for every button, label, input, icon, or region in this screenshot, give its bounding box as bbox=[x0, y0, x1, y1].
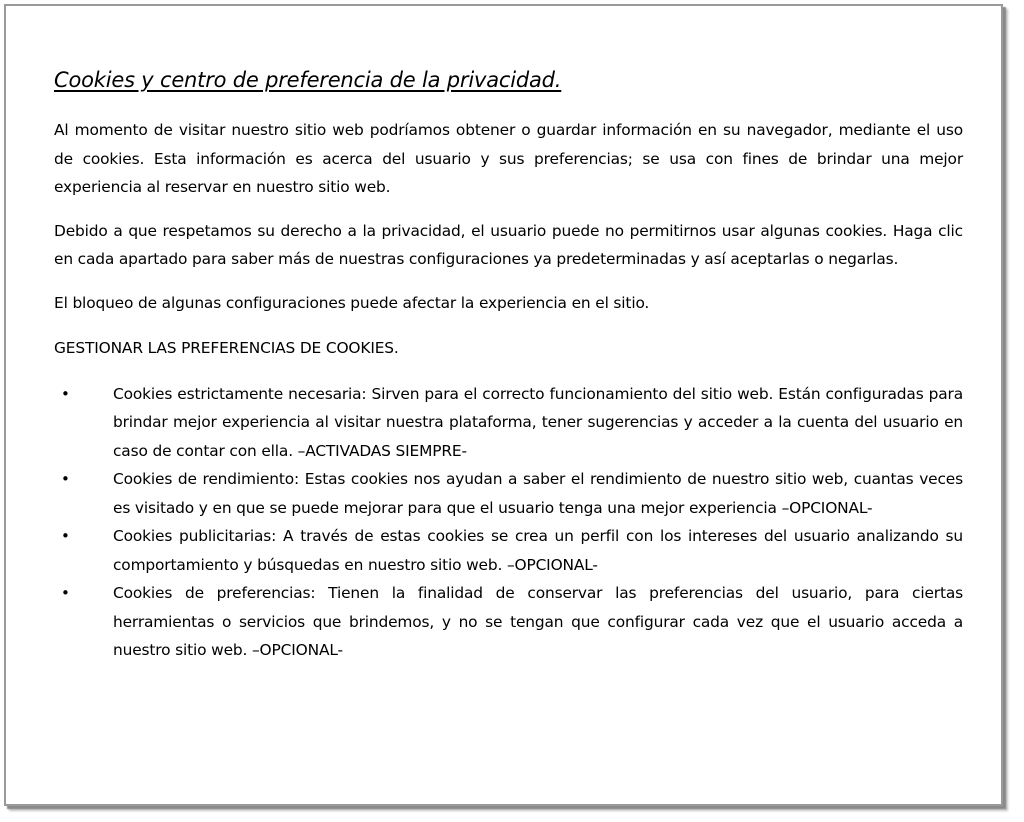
cookie-categories-list bbox=[54, 380, 963, 665]
bullet-icon: • bbox=[61, 527, 70, 545]
privacy-paragraph: Debido a que respetamos su derecho a la privacidad, el usuario puede no permitirnos usar algunas cookies. Haga clic en cada apartado para saber más de nuestras configuraciones ya predeterminadas y así aceptarlas o negarlas. bbox=[54, 221, 963, 268]
document-content bbox=[54, 66, 963, 665]
document-title: Cookies y centro de preferencia de la privacidad. bbox=[54, 68, 562, 92]
intro-paragraph: Al momento de visitar nuestro sitio web podríamos obtener o guardar información en su navegador, mediante el uso de cookies. Esta información es acerca del usuario y sus preferencias; se usa con fines de brindar una mejor experiencia al reservar en nuestro sitio web. bbox=[54, 121, 963, 196]
bullet-icon: • bbox=[61, 470, 70, 488]
necessary-cookies-text: Cookies estrictamente necesaria: Sirven para el correcto funcionamiento del sitio web. Están configuradas para brindar mejor experiencia al visitar nuestra plataforma, tener sugerencias y acceder a la cuenta del usuario en caso de contar con ella. –ACTIVADAS SIEMPRE- bbox=[113, 384, 963, 460]
blocking-note-paragraph: El bloqueo de algunas configuraciones puede afectar la experiencia en el sitio. bbox=[54, 293, 650, 312]
advertising-cookies-text: Cookies publicitarias: A través de estas cookies se crea un perfil con los intereses del usuario analizando su comportamiento y búsquedas en nuestro sitio web. –OPCIONAL- bbox=[113, 527, 963, 574]
list-item-advertising-cookies bbox=[54, 522, 963, 579]
document-frame bbox=[4, 4, 1003, 806]
bullet-icon: • bbox=[61, 384, 70, 403]
performance-cookies-text: Cookies de rendimiento: Estas cookies nos ayudan a saber el rendimiento de nuestro sitio web, cuantas veces es visitado y en que se puede mejorar para que el usuario tenga una mejor experiencia –OPCIONAL- bbox=[113, 470, 963, 517]
bullet-icon: • bbox=[61, 584, 70, 602]
list-item-necessary-cookies bbox=[54, 380, 963, 466]
manage-preferences-heading: GESTIONAR LAS PREFERENCIAS DE COOKIES. bbox=[54, 339, 399, 357]
list-item-preference-cookies bbox=[54, 579, 963, 665]
preference-cookies-text: Cookies de preferencias: Tienen la finalidad de conservar las preferencias del usuario, para ciertas herramientas o servicios que brindemos, y no se tengan que configurar cada vez que el usuario acceda a nuestro sitio web. –OPCIONAL- bbox=[113, 584, 963, 659]
list-item-performance-cookies bbox=[54, 465, 963, 522]
